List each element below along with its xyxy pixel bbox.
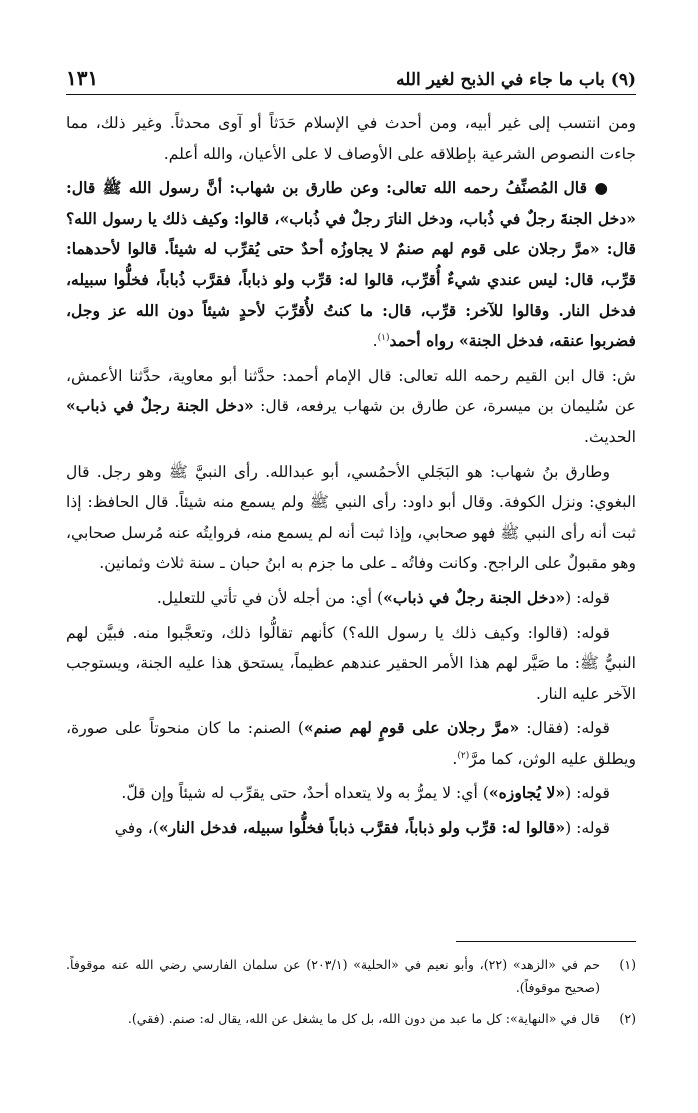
paragraph-p3: [66, 361, 636, 453]
footnote-ref: (٢): [457, 750, 470, 761]
paragraph-p2: [66, 173, 636, 357]
text-segment: «دخل الجنة رجلٌ في ذباب»: [66, 396, 254, 416]
main-text: [66, 108, 636, 848]
running-header: [66, 60, 636, 95]
footnote: [66, 953, 636, 999]
paragraph-p6: [66, 618, 636, 710]
text-segment: .: [452, 749, 458, 768]
text-segment: ) أي: من أجله لأن في تأتي للتعليل.: [156, 588, 384, 607]
text-segment: «دخل الجنة رجلٌ في ذباب»: [383, 587, 566, 607]
footnote-number: (١): [619, 957, 636, 972]
footnote-text: قال في «النهاية»: كل ما عبد من دون الله، بل كل ما يشغل عن الله، يقال له: صنم. (فقي).: [127, 1011, 600, 1026]
paragraph-p4: [66, 457, 636, 579]
text-segment: «لا يُجاوزه»: [488, 783, 566, 803]
paragraph-p1: [66, 108, 636, 169]
page-number: ١٣١: [66, 66, 99, 90]
text-segment: ش: قال ابن القيم رحمه الله تعالى: قال الإمام أحمد: حدَّثنا أبو معاوية، حدَّثنا الأعمش، عن سُليمان بن ميسرة، عن طارق بن شهاب يرفعه، قال:: [66, 366, 636, 416]
text-segment: قوله: (قالوا: وكيف ذلك يا رسول الله؟) كأنهم تقالُّوا ذلك، وتعجَّبوا منه. فبيَّن لهم النبيُّ ﷺ: ما صَيَّر لهم هذا الأمر الحقير عندهم عظيماً، يستحق هذا عليه الجنة، ويستوجب الآخر عليه النار.: [66, 623, 636, 703]
text-segment: قوله: (: [565, 588, 610, 607]
footnotes: [66, 953, 636, 1038]
text-segment: الحديث.: [584, 427, 636, 446]
paragraph-p5: [66, 583, 636, 614]
text-segment: قال المُصنِّفُ رحمه الله تعالى: وعن طارق بن شهاب: أنَّ رسول الله ﷺ قال: «دخل الجنةَ رجلٌ في ذُباب، ودخل النارَ رجلٌ في ذُباب»، قالوا: وكيف ذلك يا رسول الله؟ قال: «مرَّ رجلان على قوم لهم صنمٌ لا يجاوزُه أحدٌ حتى يُقرِّب له شيئاً. قالوا لأحدهما: قرِّب، قال: ليس عندي شيءٌ أُقرِّب، قالوا له: قرِّب ولو ذباباً، فقرَّب ذُباباً، فخلُّوا سبيله، فدخل النار. وقالوا للآخر: قرِّب، قال: ما كنتُ لأُقرِّبَ لأحدٍ شيئاً دون الله عز وجل، فضربوا عنقه، فدخل الجنة» رواه أحمد: [66, 178, 636, 351]
text-segment: «قالوا له: قرِّب ولو ذباباً، فقرَّب ذباباً فخلُّوا سبيله، فدخل النار»: [158, 818, 566, 838]
text-segment: .: [372, 332, 378, 351]
chapter-title: (٩) باب ما جاء في الذبح لغير الله: [396, 70, 636, 90]
paragraph-p8: [66, 778, 636, 809]
text-segment: قوله: (: [565, 819, 610, 838]
paragraph-p9: [66, 813, 636, 844]
text-segment: ●: [587, 178, 610, 198]
footnote-ref: (١): [377, 332, 390, 343]
footnote-number: (٢): [619, 1011, 636, 1026]
text-segment: )، وفي: [114, 819, 159, 838]
text-segment: قوله: (: [565, 784, 610, 803]
text-segment: ) أي: لا يمرُّ به ولا يتعداه أحدٌ، حتى يقرِّب له شيئاً وإن قلّ.: [121, 784, 489, 803]
paragraph-p7: [66, 713, 636, 774]
text-segment: «مرَّ رجلان على قومٍ لهم صنم»: [303, 718, 520, 738]
footnote: [66, 1007, 636, 1030]
footnote-divider: [456, 941, 636, 942]
text-segment: قوله: (فقال:: [519, 719, 610, 738]
text-segment: ومن انتسب إلى غير أبيه، ومن أحدث في الإسلام حَدَثاً أو آوى محدثاً. وغير ذلك، مما جاءت النصوص الشرعية بإطلاقه على الأوصاف لا على الأعيان، والله أعلم.: [66, 114, 636, 163]
footnote-text: حم في «الزهد» (٢٢)، وأبو نعيم في «الحلية» (٢٠٣/١) عن سلمان الفارسي رضي الله عنه موقوفاً. (صحيح موقوفاً).: [66, 957, 600, 995]
text-segment: ) الصنم: ما كان منحوتاً على صورة، ويطلق عليه الوثن، كما مرَّ: [66, 719, 636, 768]
text-segment: وطارق بنُ شهاب: هو البَجَلي الأحمُسي، أبو عبدالله. رأى النبيَّ ﷺ وهو رجل. قال البغوي: ونزل الكوفة. وقال أبو داود: رأى النبي ﷺ ولم يسمع منه شيئاً. قال الحافظ: إذا ثبت أنه رأى النبي ﷺ فهو صحابي، وإذا ثبت أنه لم يسمع منه، فروايتُه عنه مُرسل صحابي، وهو مقبولٌ على الراجح. وكانت وفاتُه ـ على ما جزم به ابنُ حبان ـ سنة ثلاث وثمانين.: [66, 462, 636, 573]
